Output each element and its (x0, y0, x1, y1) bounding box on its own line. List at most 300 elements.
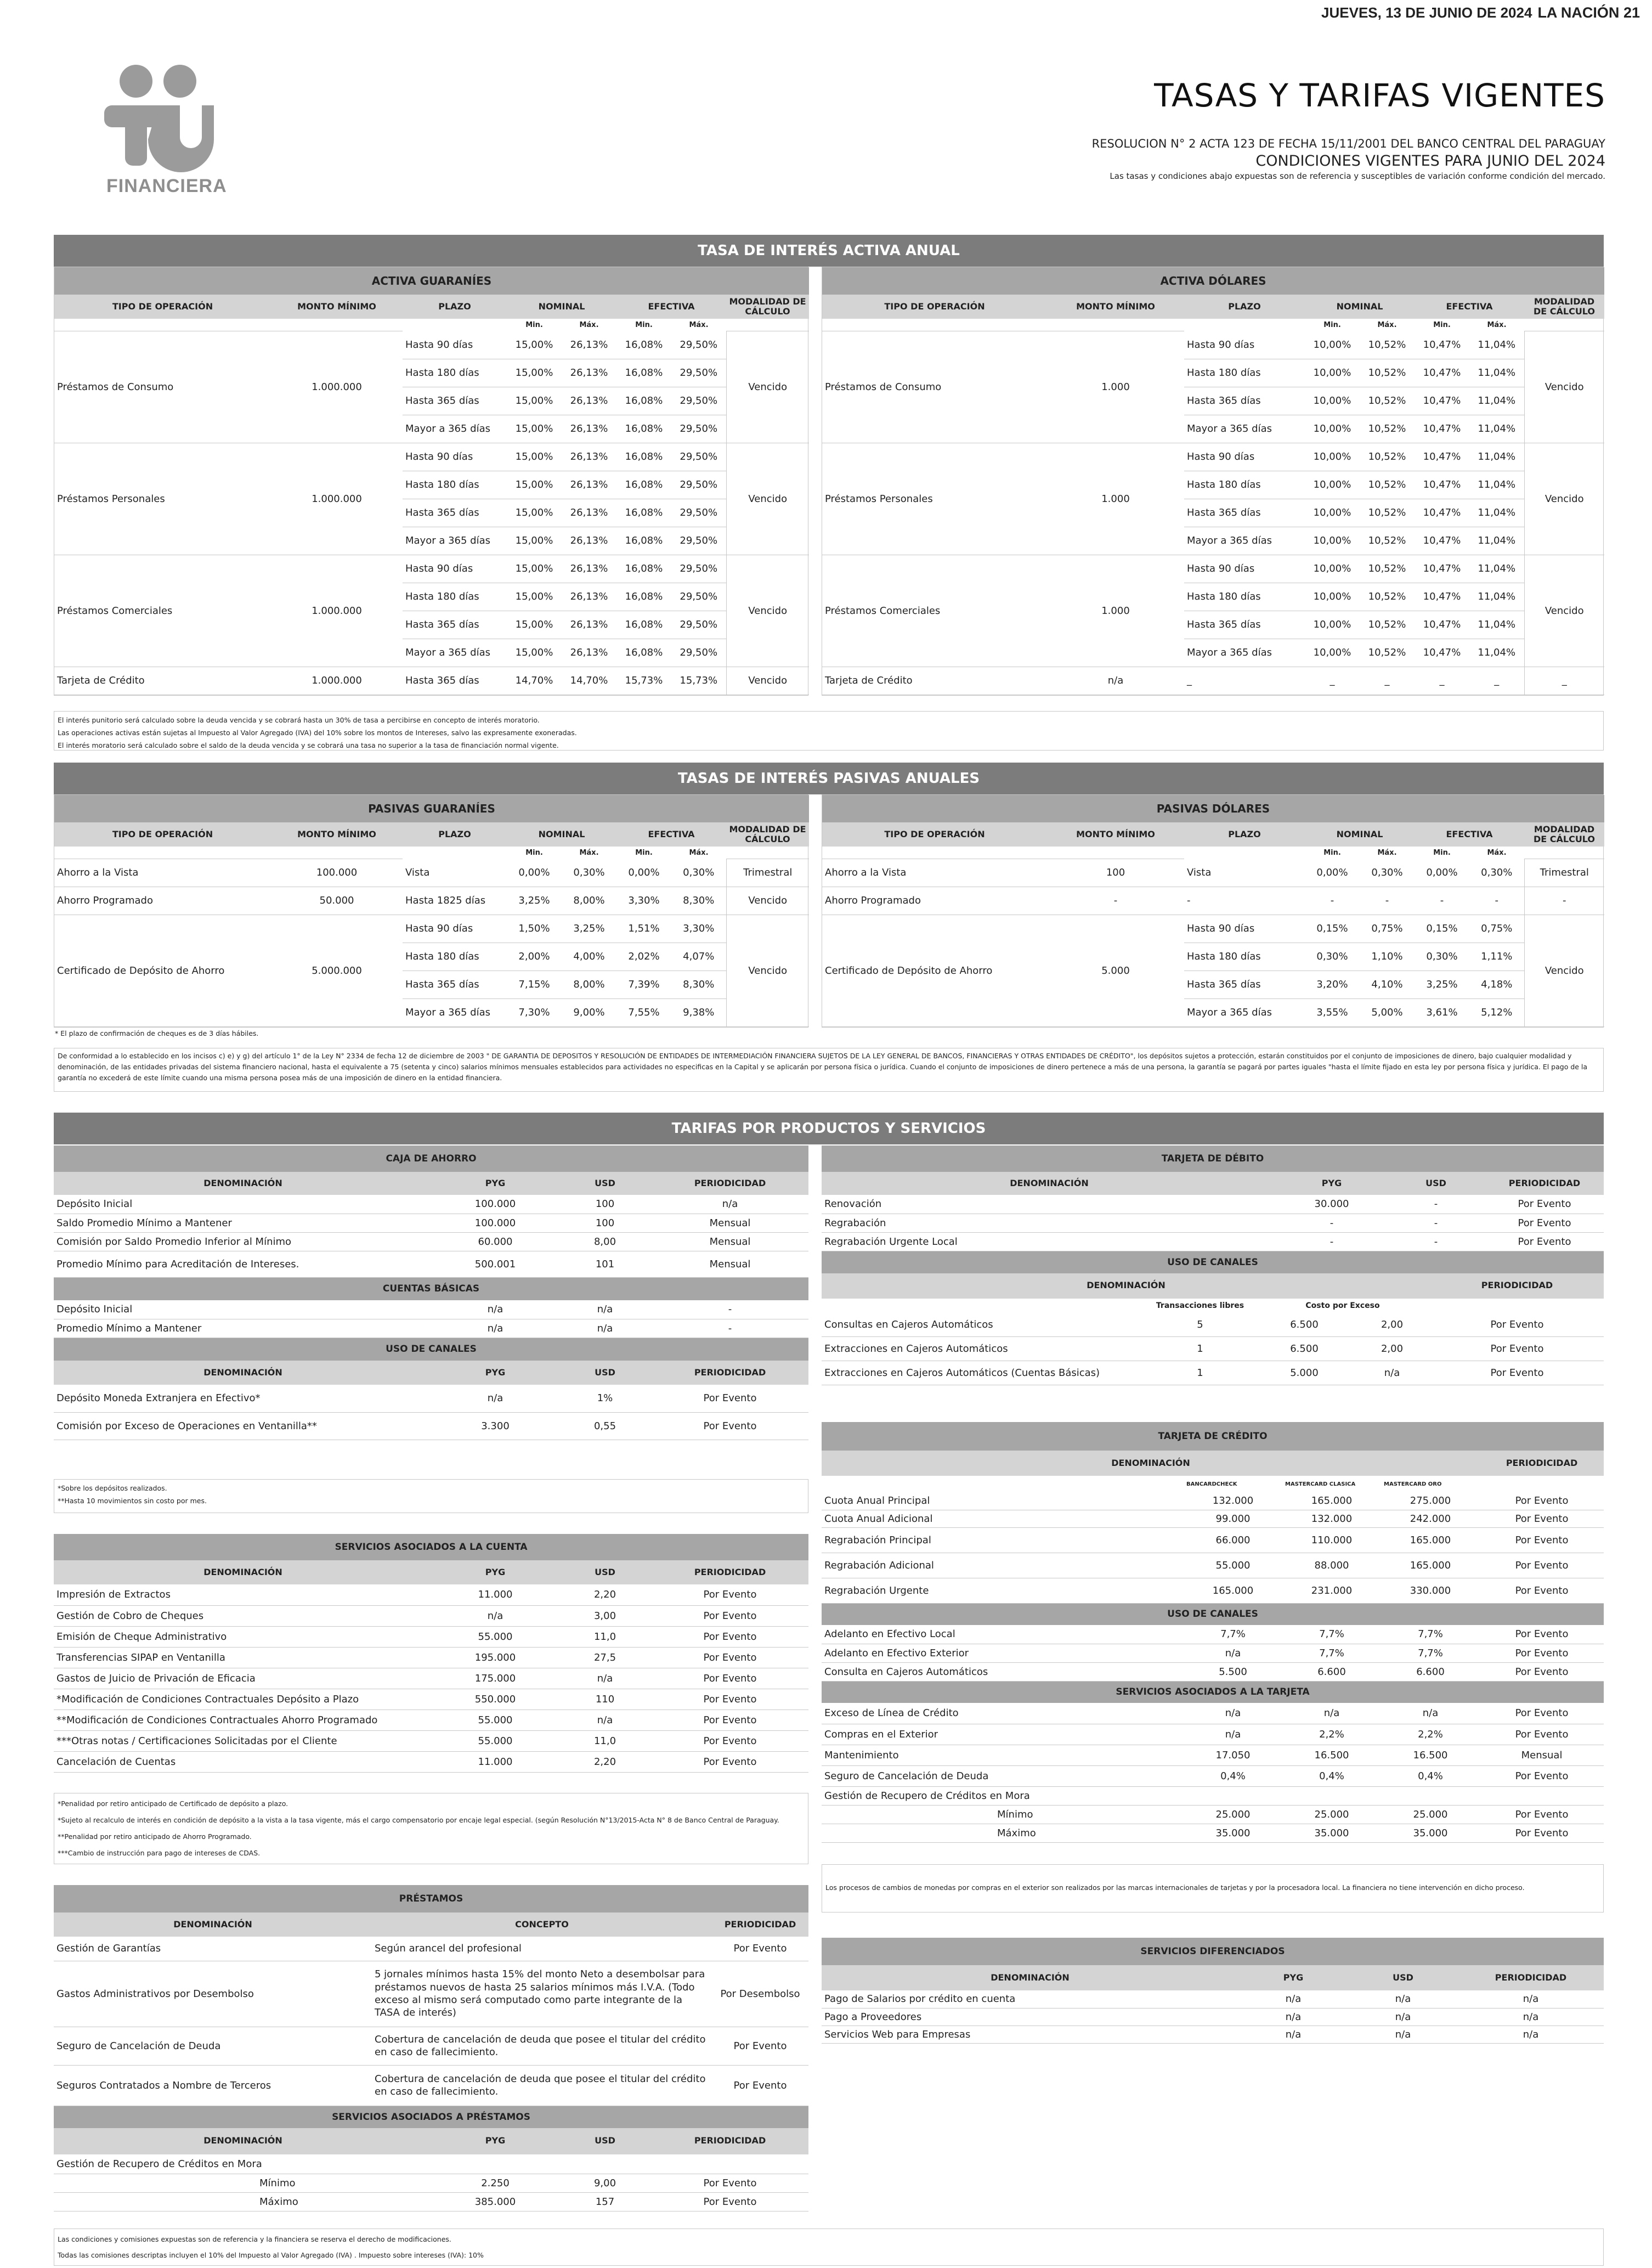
denomination: Gastos de Juicio de Privación de Eficacia (54, 1668, 432, 1689)
table-row (54, 1751, 808, 1772)
column-header: DENOMINACIÓN (54, 1361, 432, 1385)
value: 0,55 (558, 1412, 652, 1440)
minmax-header: Máx. (1487, 320, 1507, 329)
operation-type: Tarjeta de Crédito (54, 667, 271, 695)
rate-value: 0,30% (671, 859, 726, 887)
card-brand: BANCARDCHECK (1186, 1481, 1237, 1487)
table-row (54, 1232, 808, 1251)
rate-value: 11,04% (1469, 359, 1524, 387)
value: 385.000 (432, 2193, 558, 2211)
rate-value: 5,00% (1360, 998, 1415, 1026)
value: 330.000 (1381, 1578, 1480, 1603)
rate-value: 10,00% (1305, 443, 1360, 471)
column-header: USD (558, 1172, 652, 1195)
value: n/a (1184, 1644, 1282, 1662)
column-header: NOMINAL (507, 822, 616, 847)
value: 195.000 (432, 1647, 558, 1668)
column-header: NOMINAL (1305, 295, 1415, 319)
cell (1480, 1476, 1604, 1492)
value: 7,7% (1282, 1625, 1381, 1644)
denomination: Depósito Moneda Extranjera en Efectivo* (54, 1385, 432, 1412)
rate-value: 11,04% (1469, 527, 1524, 555)
rate-value: 10,00% (1305, 471, 1360, 499)
term: Hasta 180 días (1184, 471, 1305, 499)
rate-value: 10,00% (1305, 527, 1360, 555)
minmax-header: Min. (1323, 848, 1341, 857)
table-row (54, 2027, 808, 2065)
cell (403, 847, 507, 859)
column-header-row (822, 295, 1604, 319)
value: n/a (1238, 2008, 1348, 2026)
value: 35.000 (1381, 1824, 1480, 1842)
rate-value: 29,50% (671, 443, 726, 471)
table-row (54, 1961, 808, 2027)
note-line: **Hasta 10 movimientos sin costo por mes. (58, 1497, 207, 1505)
cell (54, 847, 271, 859)
denomination: Comisión por Exceso de Operaciones en Ventanilla** (54, 1412, 432, 1440)
value: n/a (558, 1300, 652, 1319)
term: Hasta 90 días (1184, 555, 1305, 583)
minmax-header: Min. (1433, 848, 1451, 857)
value: 550.000 (432, 1689, 558, 1710)
table-row (54, 1668, 808, 1689)
periodicity: Por Evento (712, 1937, 808, 1961)
minmax-row (54, 319, 809, 331)
rate-value: 2,00% (507, 943, 562, 971)
value: Por Evento (1480, 1578, 1604, 1603)
rate-value: 15,00% (507, 611, 562, 639)
rate-value: 0,00% (616, 859, 671, 887)
rate-value: 4,18% (1469, 971, 1524, 998)
denomination: Promedio Mínimo para Acreditación de Intereses. (54, 1251, 432, 1277)
denomination: Gestión de Garantías (54, 1937, 372, 1961)
value: 2,20 (558, 1584, 652, 1605)
cell (271, 319, 403, 331)
table-row (54, 1385, 808, 1412)
column-header: PERIODICIDAD (712, 1912, 808, 1937)
concept: Cobertura de cancelación de deuda que posee el titular del crédito en caso de fallecimiento. (372, 2027, 712, 2065)
rate-value: 10,00% (1305, 611, 1360, 639)
rate-value: 26,13% (562, 471, 616, 499)
column-header: PERIODICIDAD (1430, 1273, 1604, 1299)
rate-row (822, 555, 1604, 583)
column-header: USD (558, 1361, 652, 1385)
denomination: Depósito Inicial (54, 1195, 432, 1214)
rate-value: 29,50% (671, 331, 726, 359)
term: Hasta 90 días (403, 331, 507, 359)
value: n/a (1184, 1703, 1282, 1724)
value: 157 (558, 2193, 652, 2211)
rate-value: 3,30% (671, 915, 726, 943)
column-header: PLAZO (403, 295, 507, 319)
denomination: Seguro de Cancelación de Deuda (54, 2027, 372, 2065)
cell (1430, 1299, 1604, 1313)
value: 500.001 (432, 1251, 558, 1277)
value: n/a (1348, 2026, 1458, 2043)
value: Por Evento (1480, 1805, 1604, 1824)
denomination: Cuota Anual Adicional (822, 1510, 1184, 1527)
section-subtitle: PRÉSTAMOS (54, 1885, 808, 1912)
rate-value: 7,39% (616, 971, 671, 998)
periodicity: Por Desembolso (712, 1961, 808, 2027)
rate-value: 7,55% (616, 998, 671, 1026)
value: Por Evento (652, 1710, 808, 1730)
rate-row (54, 555, 809, 583)
value: 101 (558, 1251, 652, 1277)
rate-value: 29,50% (671, 555, 726, 583)
rate-value: 3,55% (1305, 998, 1360, 1026)
rate-value: 29,50% (671, 471, 726, 499)
minimum-amount: 1.000 (1047, 331, 1184, 443)
rate-value: 15,00% (507, 387, 562, 415)
column-header-row (54, 1361, 808, 1385)
value: Por Evento (1430, 1313, 1604, 1337)
value: Por Evento (652, 1605, 808, 1626)
table-row (822, 1313, 1604, 1337)
table-row (54, 1710, 808, 1730)
value: n/a (1458, 2026, 1604, 2043)
periodicity: Por Evento (712, 2065, 808, 2106)
denomination: *Modificación de Condiciones Contractuales Depósito a Plazo (54, 1689, 432, 1710)
calc-mode: Vencido (1524, 331, 1604, 443)
minmax-header: Máx. (579, 320, 599, 329)
term: Hasta 90 días (403, 443, 507, 471)
column-header: PERIODICIDAD (652, 2128, 808, 2154)
column-header: PERIODICIDAD (1485, 1172, 1604, 1195)
column-header: MODALIDAD DE CÁLCULO (726, 295, 809, 319)
column-header: MODALIDAD DE CÁLCULO (1524, 295, 1604, 319)
minimum-amount: 1.000.000 (271, 331, 403, 443)
value: Por Evento (1480, 1662, 1604, 1681)
value: Por Evento (652, 1668, 808, 1689)
table-row (54, 1584, 808, 1605)
note-line: *Sujeto al recalculo de interés en condición de depósito a la vista a la tasa vigente, más el cargo compensatorio por encaje legal especial. (según Resolución N°13/2015-Acta N° 8 de Banco Central de Paraguay. (58, 1816, 779, 1824)
value: Por Evento (1485, 1195, 1604, 1214)
rate-value: - (1305, 887, 1360, 915)
cell (822, 1476, 1184, 1492)
column-header: MONTO MÍNIMO (1047, 295, 1184, 319)
column-header: DENOMINACIÓN (54, 1912, 372, 1937)
subheader-row (54, 267, 809, 295)
value: Por Evento (1480, 1625, 1604, 1644)
term: Hasta 90 días (1184, 331, 1305, 359)
column-header: PLAZO (1184, 822, 1305, 847)
term: Hasta 180 días (1184, 583, 1305, 611)
cell (1184, 319, 1305, 331)
operation-type: Préstamos Comerciales (54, 555, 271, 667)
value: 6.500 (1255, 1337, 1354, 1361)
value: Por Evento (1480, 1765, 1604, 1786)
column-header: USD (1348, 1965, 1458, 1990)
table-row (54, 1319, 808, 1338)
disclaimer-line: Las tasas y condiciones abajo expuestas son de referencia y susceptibles de variación conforme condición del mercado. (1110, 171, 1605, 181)
subheader-row (822, 1938, 1604, 1965)
column-header: MONTO MÍNIMO (1047, 822, 1184, 847)
minmax-header: Min. (1323, 320, 1341, 329)
table-row (822, 1703, 1604, 1724)
table-row (822, 1625, 1604, 1644)
term: Mayor a 365 días (1184, 415, 1305, 443)
rate-value: 11,04% (1469, 499, 1524, 527)
rate-value: 10,52% (1360, 471, 1415, 499)
denomination: Regrabación Principal (822, 1527, 1184, 1553)
value: 16.500 (1381, 1745, 1480, 1765)
column-header: PERIODICIDAD (652, 1172, 808, 1195)
rate-value: 15,73% (616, 667, 671, 695)
value: 55.000 (1184, 1553, 1282, 1578)
rate-value: 26,13% (562, 499, 616, 527)
activa-note: El interés moratorio será calculado sobre el saldo de la deuda vencida y se cobrará una tasa no superior a la tasa de financiación normal vigente. (58, 741, 559, 749)
value: n/a (652, 1195, 808, 1214)
value: 242.000 (1381, 1510, 1480, 1527)
rate-value: 15,00% (507, 415, 562, 443)
value: 275.000 (1381, 1492, 1480, 1510)
rate-value: 10,52% (1360, 359, 1415, 387)
rate-value: 11,04% (1469, 611, 1524, 639)
denomination: Regrabación (822, 1214, 1277, 1232)
free-transactions-header: Transacciones libres (1156, 1301, 1244, 1310)
value: 3.300 (432, 1412, 558, 1440)
table-row (822, 1337, 1604, 1361)
rate-value: 10,47% (1415, 471, 1469, 499)
servicios-diferenciados (822, 1938, 1604, 2044)
denomination: Máximo (822, 1824, 1184, 1842)
cell (271, 847, 403, 859)
value: 132.000 (1282, 1510, 1381, 1527)
column-header: DENOMINACIÓN (54, 1560, 432, 1584)
calc-mode: Vencido (726, 915, 809, 1026)
rate-value: 15,73% (671, 667, 726, 695)
rate-value: _ (1469, 667, 1524, 695)
pasiva-usd-table (822, 794, 1604, 1028)
subheader-row (822, 1681, 1604, 1703)
rate-value: 16,08% (616, 331, 671, 359)
rate-value: 4,07% (671, 943, 726, 971)
value: 231.000 (1282, 1578, 1381, 1603)
rate-value: 10,47% (1415, 387, 1469, 415)
value: Por Evento (1480, 1724, 1604, 1745)
rate-value: 16,08% (616, 471, 671, 499)
servicios-notes (54, 1793, 808, 1864)
table-row (822, 1195, 1604, 1214)
section-subtitle: ACTIVA GUARANÍES (54, 267, 809, 295)
denomination: Saldo Promedio Mínimo a Mantener (54, 1214, 432, 1232)
calc-mode: Vencido (726, 331, 809, 443)
table-row (54, 1626, 808, 1647)
rate-value: 16,08% (616, 527, 671, 555)
concept: Según arancel del profesional (372, 1937, 712, 1961)
rate-value: 16,08% (616, 359, 671, 387)
periodicity: Por Evento (712, 2027, 808, 2065)
value: Mensual (652, 1214, 808, 1232)
value: - (1277, 1232, 1387, 1251)
subheader-row (822, 1146, 1604, 1172)
rate-value: 15,00% (507, 639, 562, 667)
term: Hasta 180 días (403, 583, 507, 611)
cambio-note: Los procesos de cambios de monedas por compras en el exterior son realizados por las marcas internacionales de tarjetas y por la procesadora local. La financiera no tiene intervención en dicho proceso. (822, 1864, 1604, 1912)
value: 25.000 (1184, 1805, 1282, 1824)
value: n/a (1458, 1990, 1604, 2008)
rate-row (54, 915, 809, 943)
activa-note: Las operaciones activas están sujetas al Impuesto al Valor Agregado (IVA) del 10% sobre los montos de Intereses, salvo las expresamente exoneradas. (58, 729, 577, 737)
value: n/a (1354, 1361, 1430, 1385)
column-header: DENOMINACIÓN (822, 1172, 1277, 1195)
column-header: PERIODICIDAD (1458, 1965, 1604, 1990)
value: 25.000 (1381, 1805, 1480, 1824)
rate-value: 7,30% (507, 998, 562, 1026)
rate-value: 7,15% (507, 971, 562, 998)
rate-value: 10,47% (1415, 639, 1469, 667)
card-brand: MASTERCARD CLASICA (1285, 1481, 1356, 1487)
rate-value: 4,10% (1360, 971, 1415, 998)
minimum-amount: 1.000.000 (271, 443, 403, 555)
denomination: ***Otras notas / Certificaciones Solicitadas por el Cliente (54, 1730, 432, 1751)
value: 2.250 (432, 2174, 558, 2193)
column-header: DENOMINACIÓN (822, 1965, 1238, 1990)
subheader-row (54, 795, 809, 822)
column-header: NOMINAL (1305, 822, 1415, 847)
column-header-row (822, 1965, 1604, 1990)
activa-usd-table (822, 267, 1604, 696)
column-header: USD (558, 2128, 652, 2154)
concept: 5 jornales mínimos hasta 15% del monto Neto a desembolsar para préstamos nuevos de hasta 25 salarios mínimos más I.V.A. (Todo exceso al mismo será computado como parte integrante de la TASA de interés) (372, 1961, 712, 2027)
subheader-row (54, 1277, 808, 1300)
denomination: Seguros Contratados a Nombre de Terceros (54, 2065, 372, 2106)
minimum-amount: 1.000 (1047, 555, 1184, 667)
operation-type: Préstamos Comerciales (822, 555, 1047, 667)
value: 8,00 (558, 1232, 652, 1251)
rate-value: 10,00% (1305, 499, 1360, 527)
rate-value: 15,00% (507, 555, 562, 583)
minmax-header: Min. (525, 848, 543, 857)
rate-value: 3,25% (562, 915, 616, 943)
note-line: *Penalidad por retiro anticipado de Certificado de depósito a plazo. (58, 1799, 288, 1808)
value: 2,00 (1354, 1337, 1430, 1361)
calc-mode: Trimestral (1524, 859, 1604, 887)
cell (1524, 847, 1604, 859)
term: Hasta 180 días (1184, 359, 1305, 387)
value: Por Evento (652, 1730, 808, 1751)
pasiva-note: * El plazo de confirmación de cheques es de 3 días hábiles. (55, 1029, 259, 1037)
rate-value: 3,25% (507, 887, 562, 915)
value: Por Evento (652, 1689, 808, 1710)
value: n/a (1282, 1703, 1381, 1724)
term: Mayor a 365 días (403, 415, 507, 443)
column-header: TIPO DE OPERACIÓN (54, 822, 271, 847)
tarifas-band: TARIFAS POR PRODUCTOS Y SERVICIOS (54, 1113, 1604, 1144)
rate-value: 16,08% (616, 415, 671, 443)
rate-value: 0,75% (1469, 915, 1524, 943)
rate-value: 10,52% (1360, 387, 1415, 415)
column-header-row (822, 1451, 1604, 1476)
table-row (54, 1214, 808, 1232)
rate-value: 2,02% (616, 943, 671, 971)
denomination: Gestión de Cobro de Cheques (54, 1605, 432, 1626)
table-row (54, 2174, 808, 2193)
rate-value: 8,30% (671, 887, 726, 915)
value: 6.600 (1282, 1662, 1381, 1681)
column-header: CONCEPTO (372, 1912, 712, 1937)
value: Por Evento (1480, 1492, 1604, 1510)
page-title: TASAS Y TARIFAS VIGENTES (1154, 77, 1605, 114)
column-header-row (54, 1560, 808, 1584)
column-header: EFECTIVA (616, 822, 726, 847)
denomination: Adelanto en Efectivo Local (822, 1625, 1184, 1644)
value: 30.000 (1277, 1195, 1387, 1214)
value: - (1387, 1214, 1485, 1232)
value: 110 (558, 1689, 652, 1710)
rate-value: 10,47% (1415, 583, 1469, 611)
value: 11,0 (558, 1730, 652, 1751)
value: 2,2% (1282, 1724, 1381, 1745)
denomination: Consultas en Cajeros Automáticos (822, 1313, 1145, 1337)
value: Por Evento (1480, 1527, 1604, 1553)
rate-value: 16,08% (616, 583, 671, 611)
rate-value: 16,08% (616, 443, 671, 471)
section-subtitle: USO DE CANALES (822, 1251, 1604, 1273)
rate-value: 1,50% (507, 915, 562, 943)
section-subtitle: SERVICIOS ASOCIADOS A PRÉSTAMOS (54, 2106, 808, 2128)
rate-value: 10,47% (1415, 415, 1469, 443)
value: - (1387, 1232, 1485, 1251)
rate-value: 10,00% (1305, 639, 1360, 667)
denomination: Mínimo (822, 1805, 1184, 1824)
column-header-row (54, 1912, 808, 1937)
denomination: Mantenimiento (822, 1745, 1184, 1765)
value: 1 (1145, 1337, 1255, 1361)
column-header: NOMINAL (507, 295, 616, 319)
term: Hasta 365 días (1184, 971, 1305, 998)
rate-value: - (1360, 887, 1415, 915)
minimum-amount: - (1047, 887, 1184, 915)
table-row (54, 1300, 808, 1319)
value: 100 (558, 1214, 652, 1232)
table-row (822, 1990, 1604, 2008)
value: Por Evento (1485, 1214, 1604, 1232)
rate-value: 11,04% (1469, 471, 1524, 499)
rate-value: 8,00% (562, 887, 616, 915)
rate-value: 11,04% (1469, 387, 1524, 415)
subheader-row (54, 1338, 808, 1361)
calc-mode: Vencido (1524, 443, 1604, 555)
table-row (54, 1689, 808, 1710)
denomination: Extracciones en Cajeros Automáticos (Cuentas Básicas) (822, 1361, 1145, 1385)
rate-value: 29,50% (671, 499, 726, 527)
rate-value: 14,70% (507, 667, 562, 695)
term: Hasta 90 días (403, 555, 507, 583)
value: 2,2% (1381, 1724, 1480, 1745)
note-line: Las condiciones y comisiones expuestas son de referencia y la financiera se reserva el derecho de modificaciones. (58, 2235, 451, 2243)
value: 25.000 (1282, 1805, 1381, 1824)
value: Por Evento (652, 1412, 808, 1440)
rate-value: 0,30% (1360, 859, 1415, 887)
minimum-amount: 1.000 (1047, 443, 1184, 555)
section-subtitle: ACTIVA DÓLARES (822, 267, 1604, 295)
rate-value: 16,08% (616, 611, 671, 639)
calc-mode: - (1524, 887, 1604, 915)
value: 100.000 (432, 1195, 558, 1214)
rate-value: 26,13% (562, 415, 616, 443)
rate-value: 10,00% (1305, 331, 1360, 359)
minmax-row (822, 319, 1604, 331)
minimum-amount: 50.000 (271, 887, 403, 915)
minmax-header: Min. (635, 320, 653, 329)
activa-band: TASA DE INTERÉS ACTIVA ANUAL (54, 235, 1604, 267)
denomination: Exceso de Línea de Crédito (822, 1703, 1184, 1724)
rate-value: 0,00% (1305, 859, 1360, 887)
rate-value: 29,50% (671, 611, 726, 639)
rate-value: 0,00% (507, 859, 562, 887)
